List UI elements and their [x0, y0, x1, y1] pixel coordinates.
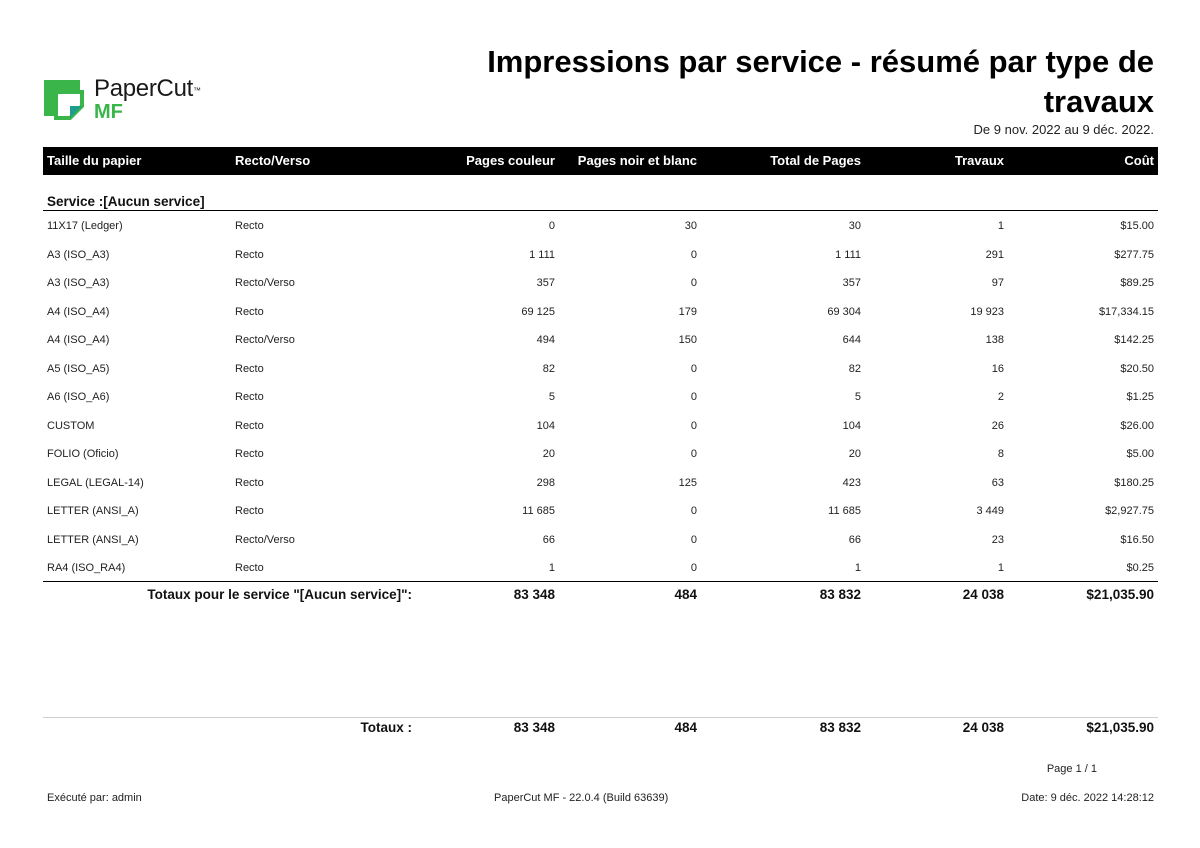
report-title: Impressions par service - résumé par type de travaux [487, 44, 1154, 119]
cell-duplex: Recto [235, 305, 264, 318]
footer-version: PaperCut MF - 22.0.4 (Build 63639) [494, 792, 669, 804]
cell-duplex: Recto [235, 362, 264, 375]
cell-jobs: 19 923 [970, 305, 1004, 318]
totals-cost: $21,035.90 [1086, 720, 1154, 735]
cell-cost: $277.75 [1114, 248, 1154, 261]
cell-color-pages: 11 685 [522, 505, 555, 517]
table-row [43, 326, 1158, 355]
cell-cost: $17,334.15 [1098, 305, 1154, 318]
logo-mf: MF [94, 101, 123, 123]
cell-total-pages: 20 [848, 448, 861, 460]
cell-total-pages: 1 111 [835, 248, 861, 261]
cell-jobs: 1 [997, 220, 1004, 232]
cell-jobs: 291 [985, 248, 1004, 261]
cell-color-pages: 5 [548, 391, 555, 403]
cell-paper-size: LETTER (ANSI_A) [47, 533, 139, 546]
cell-duplex: Recto [235, 505, 264, 517]
table-row [43, 526, 1158, 555]
col-header-color-pages: Pages couleur [466, 153, 555, 168]
cell-total-pages: 11 685 [828, 505, 861, 517]
cell-total-pages: 357 [842, 277, 861, 289]
table-row [43, 412, 1158, 441]
cell-total-pages: 69 304 [827, 305, 861, 318]
table-row [43, 355, 1158, 384]
totals-total-pages: 83 832 [819, 720, 861, 735]
cell-duplex: Recto/Verso [235, 334, 295, 346]
table-body [43, 212, 1158, 583]
cell-paper-size: A4 (ISO_A4) [47, 334, 110, 346]
col-header-duplex: Recto/Verso [235, 153, 311, 168]
cell-duplex: Recto [235, 562, 264, 574]
cell-cost: $15.00 [1120, 220, 1154, 232]
cell-bw-pages: 0 [690, 248, 697, 261]
cell-bw-pages: 0 [690, 362, 697, 375]
cell-jobs: 16 [991, 362, 1004, 375]
cell-cost: $89.25 [1120, 277, 1154, 289]
cell-duplex: Recto/Verso [235, 277, 295, 289]
cell-color-pages: 357 [536, 277, 555, 289]
cell-total-pages: 5 [854, 391, 861, 403]
cell-total-pages: 104 [842, 419, 861, 432]
cell-cost: $20.50 [1120, 362, 1154, 375]
page-number: Page 1 / 1 [1046, 763, 1097, 775]
cell-duplex: Recto [235, 220, 264, 232]
subtotal-total-pages: 83 832 [819, 587, 861, 602]
cell-paper-size: A5 (ISO_A5) [47, 362, 110, 375]
subtotal-bw-pages: 484 [674, 587, 697, 602]
cell-cost: $16.50 [1120, 533, 1154, 546]
totals-bw-pages: 484 [674, 720, 697, 735]
logo-text [94, 76, 201, 122]
cell-duplex: Recto [235, 419, 264, 432]
col-header-paper-size: Taille du papier [47, 153, 142, 168]
subtotal-cost: $21,035.90 [1086, 587, 1154, 602]
cell-jobs: 138 [985, 334, 1004, 346]
cell-color-pages: 298 [536, 476, 555, 489]
cell-cost: $0.25 [1126, 562, 1154, 574]
cell-jobs: 1 [997, 562, 1004, 574]
subtotal-color-pages: 83 348 [513, 587, 555, 602]
group-divider [43, 210, 1158, 211]
cell-duplex: Recto/Verso [235, 533, 295, 546]
totals-row [43, 714, 1158, 742]
table-row [43, 469, 1158, 498]
table-row [43, 269, 1158, 298]
table-row [43, 298, 1158, 327]
cell-jobs: 23 [991, 533, 1004, 546]
cell-duplex: Recto [235, 448, 264, 460]
cell-paper-size: RA4 (ISO_RA4) [47, 562, 126, 574]
totals-label: Totaux : [360, 720, 412, 735]
cell-bw-pages: 0 [690, 505, 697, 517]
cell-paper-size: FOLIO (Oficio) [47, 448, 119, 460]
table-row [43, 497, 1158, 526]
cell-total-pages: 423 [842, 476, 861, 489]
cell-paper-size: 11X17 (Ledger) [47, 220, 123, 232]
table-row [43, 241, 1158, 270]
cell-bw-pages: 179 [678, 305, 697, 318]
cell-jobs: 26 [991, 419, 1004, 432]
cell-bw-pages: 0 [690, 277, 697, 289]
subtotal-label: Totaux pour le service "[Aucun service]": [147, 587, 412, 602]
cell-paper-size: A4 (ISO_A4) [47, 305, 110, 318]
cell-color-pages: 66 [542, 533, 555, 546]
cell-jobs: 63 [991, 476, 1004, 489]
subtotal-jobs: 24 038 [962, 587, 1004, 602]
cell-cost: $2,927.75 [1105, 505, 1154, 517]
report-table [43, 147, 1158, 602]
table-header [43, 147, 1158, 175]
table-row [43, 554, 1158, 583]
cell-paper-size: A6 (ISO_A6) [47, 391, 110, 403]
table-row [43, 440, 1158, 469]
cell-duplex: Recto [235, 476, 264, 489]
cell-jobs: 3 449 [976, 505, 1004, 517]
cell-bw-pages: 0 [690, 419, 697, 432]
logo-brand [94, 76, 201, 102]
cell-paper-size: LEGAL (LEGAL-14) [47, 476, 144, 489]
subtotal-row [43, 581, 1158, 609]
cell-cost: $26.00 [1120, 419, 1154, 432]
cell-color-pages: 69 125 [521, 305, 555, 318]
cell-color-pages: 104 [536, 419, 555, 432]
cell-paper-size: A3 (ISO_A3) [47, 277, 110, 289]
papercut-logo [42, 76, 242, 126]
cell-bw-pages: 0 [690, 533, 697, 546]
totals-color-pages: 83 348 [513, 720, 555, 735]
col-header-bw-pages: Pages noir et blanc [577, 153, 697, 168]
footer-date: Date: 9 déc. 2022 14:28:12 [1021, 792, 1154, 804]
cell-color-pages: 20 [542, 448, 555, 460]
cell-color-pages: 1 111 [529, 248, 555, 261]
cell-total-pages: 66 [848, 533, 861, 546]
cell-cost: $1.25 [1126, 391, 1154, 403]
cell-cost: $180.25 [1114, 476, 1154, 489]
cell-total-pages: 30 [848, 220, 861, 232]
cell-jobs: 8 [997, 448, 1004, 460]
cell-color-pages: 0 [548, 220, 555, 232]
cell-duplex: Recto [235, 248, 264, 261]
cell-bw-pages: 150 [678, 334, 697, 346]
cell-paper-size: CUSTOM [47, 419, 95, 432]
col-header-total-pages: Total de Pages [770, 153, 861, 168]
table-row [43, 212, 1158, 241]
cell-bw-pages: 30 [684, 220, 697, 232]
footer-run-by: Exécuté par: admin [47, 792, 142, 804]
table-row [43, 383, 1158, 412]
cell-paper-size: A3 (ISO_A3) [47, 248, 110, 261]
cell-jobs: 97 [991, 277, 1004, 289]
cell-cost: $142.25 [1114, 334, 1154, 346]
papercut-logo-icon [42, 78, 86, 122]
cell-bw-pages: 0 [690, 448, 697, 460]
totals-jobs: 24 038 [962, 720, 1004, 735]
cell-bw-pages: 125 [678, 476, 697, 489]
col-header-jobs: Travaux [954, 153, 1004, 168]
cell-paper-size: LETTER (ANSI_A) [47, 505, 139, 517]
logo-brand-text: PaperCut [94, 75, 193, 102]
cell-duplex: Recto [235, 391, 264, 403]
col-header-cost: Coût [1124, 153, 1154, 168]
logo-trademark: ™ [193, 86, 201, 95]
cell-bw-pages: 0 [690, 562, 697, 574]
cell-jobs: 2 [997, 391, 1004, 403]
cell-cost: $5.00 [1126, 448, 1154, 460]
group-title: Service :[Aucun service] [47, 194, 205, 209]
cell-color-pages: 494 [536, 334, 555, 346]
cell-total-pages: 82 [848, 362, 861, 375]
cell-total-pages: 644 [842, 334, 861, 346]
cell-bw-pages: 0 [690, 391, 697, 403]
cell-color-pages: 82 [542, 362, 555, 375]
report-date-range: De 9 nov. 2022 au 9 déc. 2022. [973, 122, 1154, 137]
cell-total-pages: 1 [854, 562, 861, 574]
cell-color-pages: 1 [548, 562, 555, 574]
